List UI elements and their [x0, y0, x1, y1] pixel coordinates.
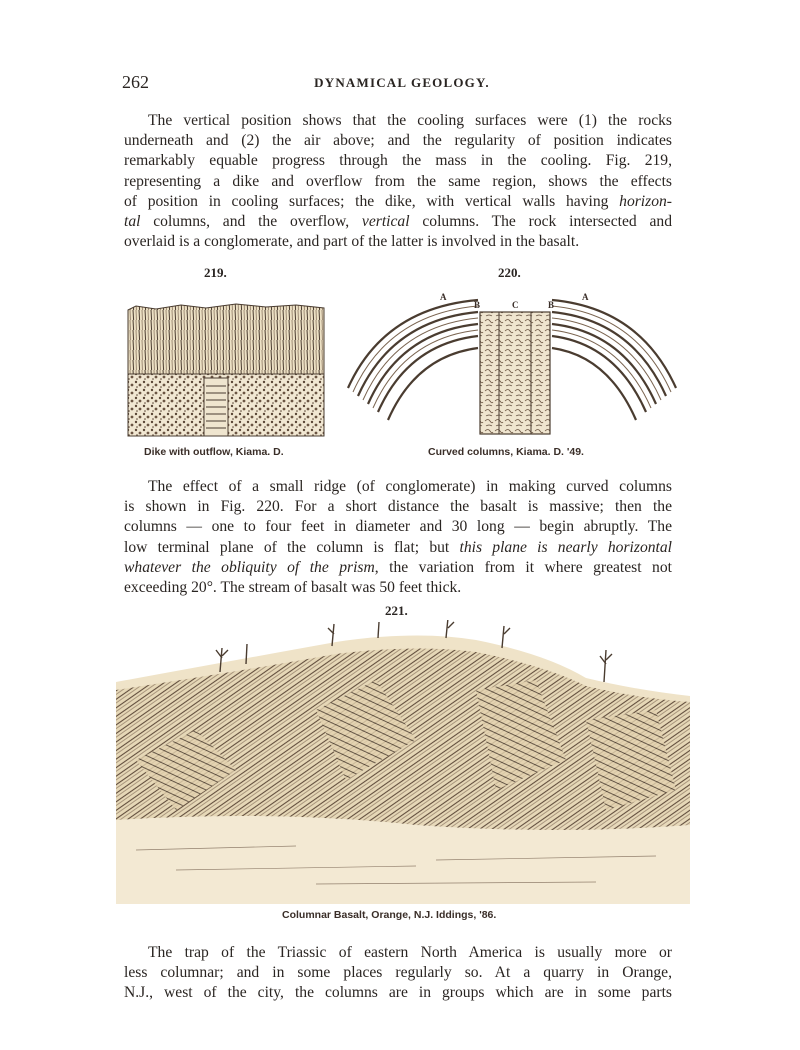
paragraph-1 — [124, 111, 672, 252]
text-line: remarkably equable progress through the mass in the cooling. Fig. 219, — [124, 152, 672, 170]
text-line: The effect of a small ridge (of conglomerate) in making curved columns — [148, 478, 672, 495]
running-title: DYNAMICAL GEOLOGY. — [314, 75, 490, 90]
figure-219-caption: Dike with outflow, Kiama. D. — [144, 446, 284, 458]
text-line: N.J., west of the city, the columns are in groups which are in some parts — [124, 984, 672, 1002]
text-line: is shown in Fig. 220. For a short distance the basalt is massive; then the — [124, 498, 672, 516]
figure-220-caption: Curved columns, Kiama. D. '49. — [428, 446, 584, 458]
running-head — [122, 72, 682, 94]
text-line: columns — one to four feet in diameter and 30 long — begin abruptly. The — [124, 518, 672, 536]
fig220-label-a-right: A — [582, 292, 589, 302]
paragraph-2 — [124, 477, 672, 598]
text-line: whatever the obliquity of the prism, the variation from it where greatest not — [124, 558, 672, 576]
figure-219-number: 219. — [204, 265, 227, 280]
text-line: The vertical position shows that the cooling surfaces were (1) the rocks — [148, 112, 672, 129]
figure-221-number: 221. — [385, 603, 408, 618]
fig220-label-b-right: B — [548, 300, 555, 310]
figure-219-illustration — [126, 300, 326, 440]
fig220-label-b-left: B — [474, 300, 481, 310]
fig220-label-c: C — [512, 300, 519, 310]
text-line: exceeding 20°. The stream of basalt was 50 feet thick. — [124, 579, 462, 597]
text-line: The trap of the Triassic of eastern North America is usually more or — [148, 944, 672, 961]
figure-221-illustration — [116, 620, 690, 904]
paragraph-3 — [124, 943, 672, 1004]
figure-220-number: 220. — [498, 265, 521, 280]
text-line: of position in cooling surfaces; the dike, with vertical walls having horizon- — [124, 192, 672, 210]
text-line: tal columns, and the overflow, vertical columns. The rock intersected and — [124, 213, 672, 231]
text-line: low terminal plane of the column is flat; but this plane is nearly horizontal — [124, 538, 672, 556]
figure-220-illustration — [344, 278, 680, 438]
page-number: 262 — [122, 72, 149, 92]
figure-221-caption: Columnar Basalt, Orange, N.J. Iddings, '86. — [282, 909, 497, 921]
text-line: underneath and (2) the air above; and the regularity of position indicates — [124, 132, 672, 150]
text-line: representing a dike and overflow from the same region, shows the effects — [124, 172, 672, 190]
text-line: less columnar; and in some places regularly so. At a quarry in Orange, — [124, 964, 672, 982]
text-line: overlaid is a conglomerate, and part of the latter is involved in the basalt. — [124, 233, 580, 251]
fig220-label-a-left: A — [440, 292, 447, 302]
